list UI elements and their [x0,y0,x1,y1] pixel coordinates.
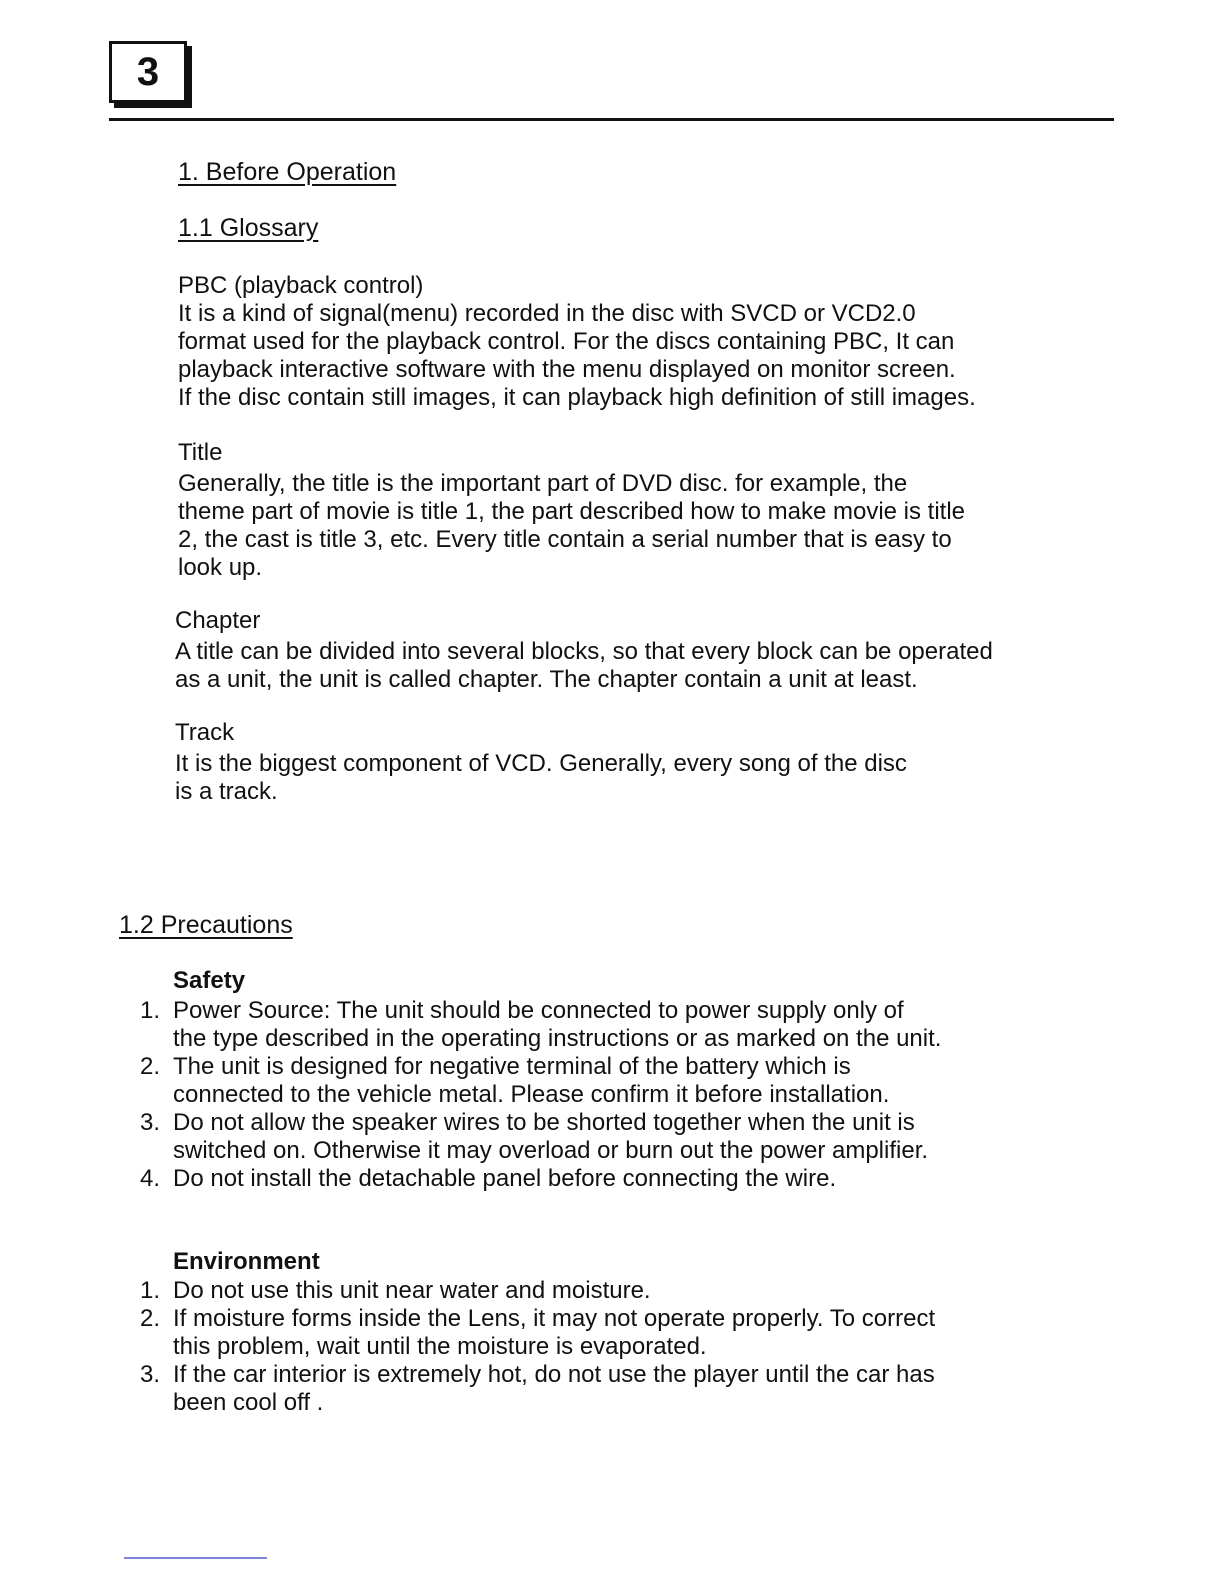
glossary-term-pbc: PBC (playback control) [178,272,424,299]
environment-title: Environment [173,1248,320,1275]
glossary-definition-chapter: A title can be divided into several blocks, so that every block can be operated as a unit, the unit is called chapter. The chapter contain a unit at least. [175,638,993,693]
list-item [140,1361,935,1417]
list-item-text: Do not use this unit near water and moisture. [173,1277,651,1304]
list-item [140,997,942,1053]
bottom-decorative-line [124,1557,267,1559]
list-item-number: 3. [140,1361,161,1388]
list-item [140,1109,941,1165]
section-heading-precautions: 1.2 Precautions [119,911,293,939]
header-rule [109,118,1114,121]
list-item-number: 3. [140,1109,161,1136]
list-item-text: If the car interior is extremely hot, do not use the player until the car has been cool off . [173,1361,935,1416]
page-number: 3 [136,49,160,94]
list-item-number: 4. [140,1165,161,1192]
list-item-number: 1. [140,1277,161,1304]
list-item-number: 2. [140,1053,161,1080]
safety-title: Safety [173,967,246,994]
list-item-number: 1. [140,997,161,1024]
list-item [140,1277,935,1305]
list-item-text: Power Source: The unit should be connected to power supply only of the type described in the operating instructions or as marked on the unit. [173,997,942,1052]
glossary-term-track: Track [175,719,235,746]
list-item-text: Do not allow the speaker wires to be shorted together when the unit is switched on. Otherwise it may overload or burn out the power amplifier. [173,1109,929,1164]
environment-list [140,1277,936,1417]
list-item [140,1053,941,1109]
glossary-definition-pbc: It is a kind of signal(menu) recorded in the disc with SVCD or VCD2.0 format used for the playback control. For the discs containing PBC, It can playback interactive software with the menu displayed on monitor screen. If the disc contain still images, it can playback high definition of still images. [178,300,976,411]
safety-list [140,997,942,1193]
section-heading-glossary: 1.1 Glossary [178,214,319,242]
list-item-number: 2. [140,1305,161,1332]
list-item-text: Do not install the detachable panel before connecting the wire. [173,1165,837,1192]
glossary-term-chapter: Chapter [175,607,261,634]
list-item [140,1305,936,1361]
glossary-definition-title: Generally, the title is the important part of DVD disc. for example, the theme part of movie is title 1, the part described how to make movie is title 2, the cast is title 3, etc. Every title contain a serial number that is easy to look up. [178,470,966,581]
list-item-text: The unit is designed for negative terminal of the battery which is connected to the vehicle metal. Please confirm it before installation. [173,1053,890,1108]
section-heading-before-operation: 1. Before Operation [178,158,397,186]
glossary-term-title: Title [178,439,223,466]
list-item [140,1165,941,1193]
list-item-text: If moisture forms inside the Lens, it may not operate properly. To correct this problem, wait until the moisture is evaporated. [173,1305,936,1360]
glossary-definition-track: It is the biggest component of VCD. Generally, every song of the disc is a track. [175,750,907,805]
page-number-badge [109,41,187,103]
